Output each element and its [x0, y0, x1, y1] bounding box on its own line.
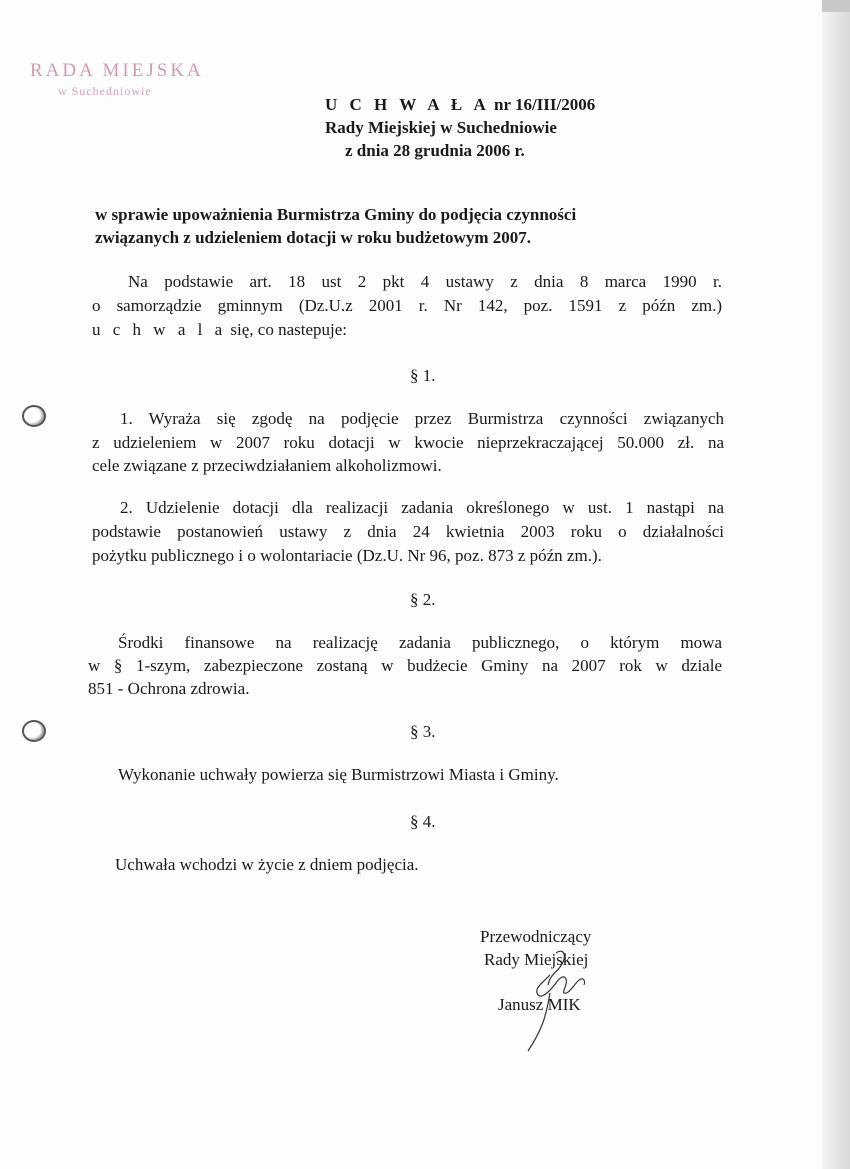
enactment-rest: się, co nastepuje:	[226, 320, 347, 339]
paragraph-line: w § 1-szym, zabezpieczone zostaną w budżecie Gminy na 2007 rok w dziale	[88, 656, 722, 675]
subject-line: w sprawie upoważnienia Burmistrza Gminy do podjęcia czynności	[95, 205, 577, 224]
title-spaced: U C H W A Ł A	[325, 95, 490, 114]
paragraph-line: Środki finansowe na realizację zadania publicznego, o którym mowa	[118, 633, 722, 652]
section-heading: § 4.	[410, 812, 436, 831]
council-name: Rady Miejskiej w Suchedniowie	[325, 118, 557, 137]
preamble-line: o samorządzie gminnym (Dz.U.z 2001 r. Nr 142, poz. 1591 z późn zm.)	[92, 296, 722, 315]
paragraph-line: 851 - Ochrona zdrowia.	[88, 679, 250, 698]
paragraph-line: 1. Wyraża się zgodę na podjęcie przez Burmistrza czynności związanych	[120, 409, 724, 428]
stamp-line: RADA MIEJSKA	[30, 60, 204, 81]
scan-edge-top	[822, 0, 850, 12]
signature-role: Rady Miejskiej	[484, 950, 589, 969]
handwritten-signature	[520, 945, 610, 1055]
paragraph-line: cele związane z przeciwdziałaniem alkoholizmowi.	[92, 456, 442, 475]
section-heading: § 3.	[410, 722, 436, 741]
paragraph-line: Wykonanie uchwały powierza się Burmistrzowi Miasta i Gminy.	[118, 765, 559, 784]
paragraph-line: 2. Udzielenie dotacji dla realizacji zadania określonego w ust. 1 nastąpi na	[120, 498, 724, 517]
preamble-line	[92, 320, 347, 340]
signature-role: Przewodniczący	[480, 927, 592, 946]
title-number: nr 16/III/2006	[489, 95, 596, 114]
scan-edge-shadow	[822, 0, 850, 1169]
paragraph-line: Uchwała wchodzi w życie z dniem podjęcia.	[115, 855, 419, 874]
paragraph-line: pożytku publicznego i o wolontariacie (Dz.U. Nr 96, poz. 873 z późn zm.).	[92, 546, 602, 565]
paragraph-line: z udzieleniem w 2007 roku dotacji w kwocie nieprzekraczającej 50.000 zł. na	[92, 433, 724, 452]
section-heading: § 2.	[410, 590, 436, 609]
subject-line: związanych z udzieleniem dotacji w roku budżetowym 2007.	[95, 228, 531, 247]
preamble-line: Na podstawie art. 18 ust 2 pkt 4 ustawy z dnia 8 marca 1990 r.	[128, 272, 722, 291]
stamp-line: w Suchedniowie	[58, 84, 152, 98]
signatory-name: Janusz MIK	[498, 995, 581, 1014]
section-heading: § 1.	[410, 366, 436, 385]
punch-hole-icon	[22, 405, 46, 427]
punch-hole-icon	[22, 720, 46, 742]
enactment-word: u c h w a l a	[92, 320, 227, 339]
council-stamp	[30, 60, 230, 99]
document-title	[325, 95, 595, 115]
paragraph-line: podstawie postanowień ustawy z dnia 24 kwietnia 2003 roku o działalności	[92, 522, 724, 541]
resolution-date: z dnia 28 grudnia 2006 r.	[345, 141, 525, 160]
